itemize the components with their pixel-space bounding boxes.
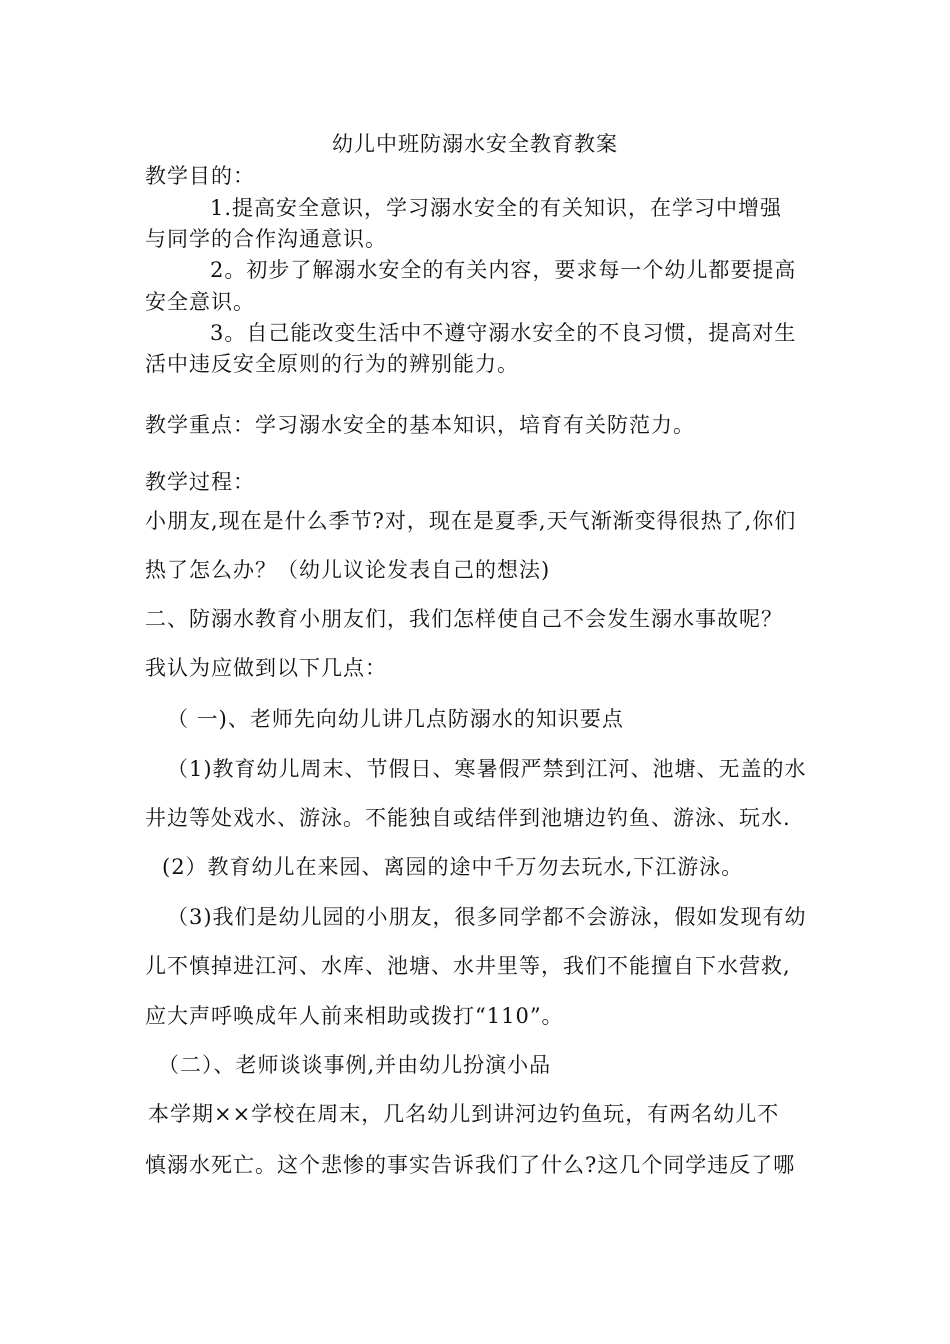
section-heading-process: 教学过程： [145,470,255,494]
paragraph-line: 本学期××学校在周末，几名幼儿到讲河边钓鱼玩，有两名幼儿不 [148,1102,780,1126]
paragraph-line: 井边等处戏水、游泳。不能独自或结伴到池塘边钓鱼、游泳、玩水. [145,806,791,830]
paragraph-line: (2）教育幼儿在来园、离园的途中千万勿去玩水,下江游泳。 [162,855,744,879]
subsection-heading: （二）、老师谈谈事例,并由幼儿扮演小品 [158,1053,552,1077]
paragraph-line: 1.提高安全意识，学习溺水安全的有关知识，在学习中增强 [210,196,783,220]
paragraph-line: 热了怎么办？（幼儿议论发表自己的想法) [145,558,551,582]
paragraph-line: 2。初步了解溺水安全的有关内容，要求每一个幼儿都要提高 [210,258,797,282]
paragraph-line: 活中违反安全原则的行为的辨别能力。 [145,352,519,376]
paragraph-line: 慎溺水死亡。这个悲惨的事实告诉我们了什么?这几个同学违反了哪 [145,1153,796,1177]
document-title: 幼儿中班防溺水安全教育教案 [332,132,618,156]
paragraph-line: 安全意识。 [145,290,255,314]
paragraph-line: 我认为应做到以下几点： [145,656,387,680]
section-heading-key-points: 教学重点：学习溺水安全的基本知识，培育有关防范力。 [145,413,695,437]
section-heading-objectives: 教学目的： [145,164,255,188]
paragraph-line: 应大声呼唤成年人前来相助或拨打“110”。 [145,1004,564,1028]
paragraph-line: 3。自己能改变生活中不遵守溺水安全的不良习惯，提高对生 [210,321,797,345]
paragraph-line: （3)我们是幼儿园的小朋友，很多同学都不会游泳，假如发现有幼 [167,905,807,929]
paragraph-line: 儿不慎掉进江河、水库、池塘、水井里等，我们不能擅自下水营救, [145,954,791,978]
paragraph-line: （1)教育幼儿周末、节假日、寒暑假严禁到江河、池塘、无盖的水 [167,757,807,781]
paragraph-line: 小朋友,现在是什么季节?对，现在是夏季,天气渐渐变得很热了,你们 [145,509,797,533]
paragraph-line: 二、防溺水教育小朋友们，我们怎样使自己不会发生溺水事故呢？ [145,607,783,631]
subsection-heading: （ 一)、老师先向幼儿讲几点防溺水的知识要点 [167,707,624,731]
paragraph-line: 与同学的合作沟通意识。 [145,227,387,251]
